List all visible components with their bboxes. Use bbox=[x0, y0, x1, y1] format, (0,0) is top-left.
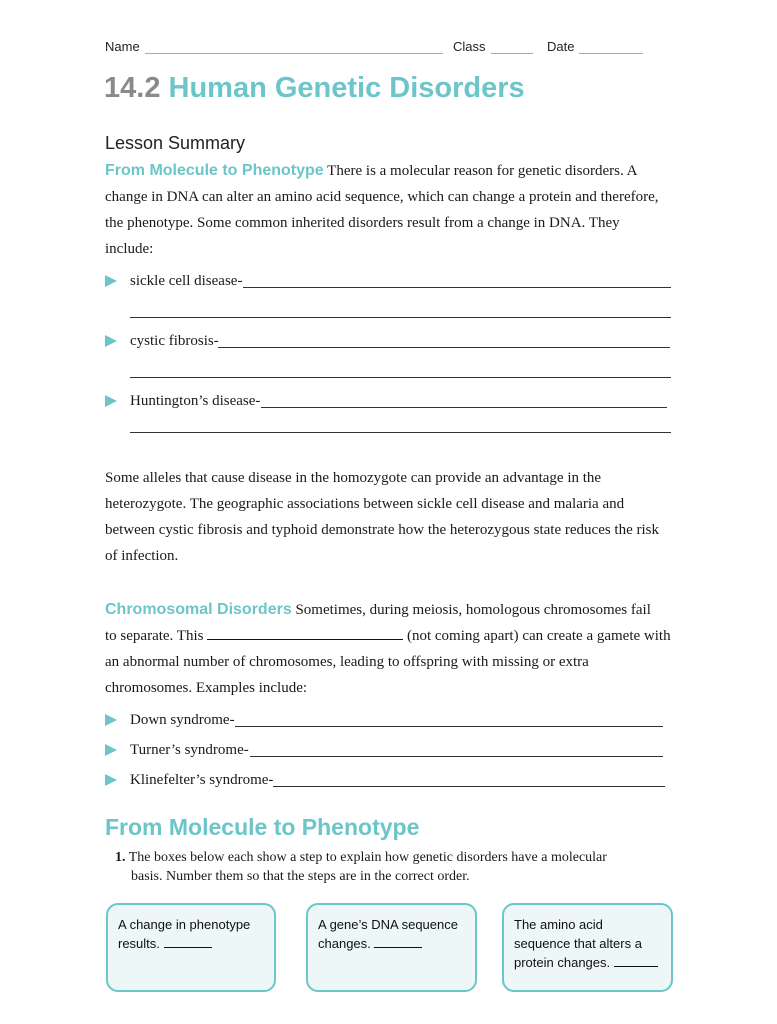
step-text: results. bbox=[118, 936, 160, 951]
lesson-summary-heading: Lesson Summary bbox=[105, 133, 246, 153]
answer-line[interactable] bbox=[250, 756, 663, 757]
section1-line: include: bbox=[105, 241, 154, 257]
bullet-label: sickle cell disease- bbox=[130, 273, 243, 289]
bullet-item bbox=[105, 737, 675, 763]
lesson-number: 14.2 bbox=[104, 72, 161, 104]
answer-line[interactable] bbox=[261, 407, 667, 408]
section1-paragraph bbox=[105, 158, 680, 262]
question-number: 1. bbox=[115, 850, 126, 865]
step-box bbox=[306, 903, 477, 992]
bullet-label: Klinefelter’s syndrome- bbox=[130, 772, 274, 788]
step-text: The amino acid bbox=[514, 917, 603, 932]
answer-line[interactable] bbox=[130, 377, 671, 378]
step-text: protein changes. bbox=[514, 955, 611, 970]
arrow-bullet-icon bbox=[105, 335, 117, 347]
section3-line: (not coming apart) can create a gamete with bbox=[406, 628, 671, 644]
lesson-title: Human Genetic Disorders bbox=[168, 72, 525, 104]
practice-heading: From Molecule to Phenotype bbox=[105, 814, 420, 840]
arrow-bullet-icon bbox=[105, 395, 117, 407]
date-field[interactable] bbox=[579, 53, 643, 54]
section2-line: Some alleles that cause disease in the homozygote can provide an advantage in the bbox=[105, 470, 602, 486]
section3-line: to separate. This bbox=[105, 628, 204, 644]
section3-line: Sometimes, during meiosis, homologous chromosomes fail bbox=[295, 602, 651, 618]
page-title bbox=[104, 72, 525, 105]
section3-paragraph bbox=[105, 597, 695, 701]
bullet-label: Huntington’s disease- bbox=[130, 393, 261, 409]
step-box bbox=[106, 903, 276, 992]
step-number-blank[interactable] bbox=[164, 935, 212, 948]
bullet-label: Turner’s syndrome- bbox=[130, 742, 249, 758]
bullet-item bbox=[105, 268, 675, 294]
answer-line[interactable] bbox=[235, 726, 663, 727]
question-1 bbox=[115, 848, 675, 886]
answer-line[interactable] bbox=[218, 347, 670, 348]
question-text: The boxes below each show a step to explain how genetic disorders have a molecular bbox=[128, 850, 607, 865]
answer-line[interactable] bbox=[243, 287, 671, 288]
arrow-bullet-icon bbox=[105, 714, 117, 726]
section1-heading: From Molecule to Phenotype bbox=[105, 162, 324, 179]
header-fields bbox=[105, 39, 705, 59]
step-number-blank[interactable] bbox=[374, 935, 422, 948]
arrow-bullet-icon bbox=[105, 744, 117, 756]
step-box bbox=[502, 903, 673, 992]
answer-line[interactable] bbox=[273, 786, 665, 787]
section1-line: There is a molecular reason for genetic disorders. A bbox=[327, 163, 638, 179]
section1-line: the phenotype. Some common inherited disorders result from a change in DNA. They bbox=[105, 215, 620, 231]
step-text: A change in phenotype bbox=[118, 917, 251, 932]
answer-line[interactable] bbox=[130, 432, 671, 433]
answer-line[interactable] bbox=[130, 317, 671, 318]
section2-line: of infection. bbox=[105, 548, 179, 564]
step-text: changes. bbox=[318, 936, 371, 951]
name-field[interactable] bbox=[145, 53, 443, 54]
bullet-item bbox=[105, 388, 675, 414]
class-label: Class bbox=[453, 39, 486, 54]
section2-paragraph bbox=[105, 465, 680, 569]
arrow-bullet-icon bbox=[105, 774, 117, 786]
question-text: basis. Number them so that the steps are in the correct order. bbox=[131, 869, 470, 884]
date-label: Date bbox=[547, 39, 575, 54]
class-field[interactable] bbox=[491, 53, 533, 54]
arrow-bullet-icon bbox=[105, 275, 117, 287]
bullet-item bbox=[105, 707, 675, 733]
section2-line: between cystic fibrosis and typhoid demonstrate how the heterozygous state reduces the risk bbox=[105, 522, 660, 538]
bullet-item bbox=[105, 767, 675, 793]
name-label: Name bbox=[105, 39, 140, 54]
step-number-blank[interactable] bbox=[614, 954, 658, 967]
step-text: sequence that alters a bbox=[514, 936, 642, 951]
section2-line: heterozygote. The geographic associations between sickle cell disease and malaria and bbox=[105, 496, 625, 512]
section3-heading: Chromosomal Disorders bbox=[105, 601, 292, 618]
step-text: A gene’s DNA sequence bbox=[318, 917, 458, 932]
fill-in-blank[interactable] bbox=[207, 625, 403, 640]
bullet-label: cystic fibrosis- bbox=[130, 333, 219, 349]
section1-line: change in DNA can alter an amino acid sequence, which can change a protein and therefore, bbox=[105, 189, 659, 205]
bullet-label: Down syndrome- bbox=[130, 712, 235, 728]
section3-line: an abnormal number of chromosomes, leading to offspring with missing or extra bbox=[105, 654, 589, 670]
section3-line: chromosomes. Examples include: bbox=[105, 680, 308, 696]
bullet-item bbox=[105, 328, 675, 354]
